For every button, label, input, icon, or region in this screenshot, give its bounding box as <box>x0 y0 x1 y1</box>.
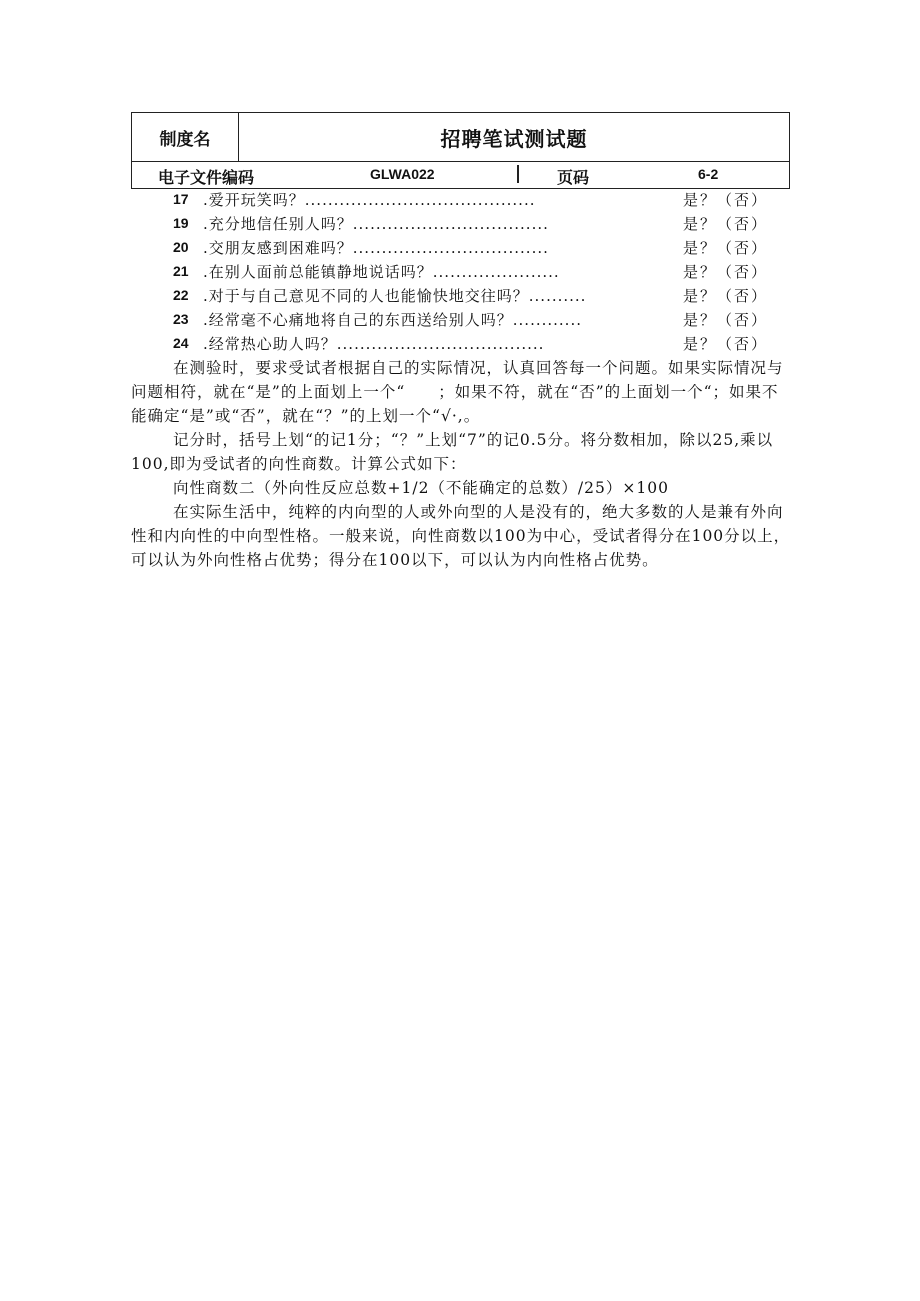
system-name-label: 制度名 <box>132 113 239 161</box>
question-item <box>173 236 793 260</box>
answer-options: 是？（否） <box>683 263 769 281</box>
formula-text: 向性商数二（外向性反应总数+1/2（不能确定的总数）/25）×100 <box>173 479 669 497</box>
scoring-text: 记分时，括号上划“的记1分；“？”上划“7”的记0.5分。将分数相加，除以25,乘以100,即为受试者的向性商数。计算公式如下： <box>131 431 774 473</box>
file-code-label: 电子文件编码 <box>158 168 255 187</box>
question-number: 17 <box>173 191 189 207</box>
question-text: .经常毫不心痛地将自己的东西送给别人吗？............ <box>203 311 582 329</box>
instruction-paragraph <box>131 356 793 428</box>
header-table <box>131 112 790 189</box>
question-text: .在别人面前总能镇静地说话吗？...................... <box>203 263 560 281</box>
answer-options: 是？（否） <box>683 215 769 233</box>
header-divider <box>517 165 519 183</box>
question-text: .交朋友感到困难吗？.................................. <box>203 239 549 257</box>
page-number-value: 6-2 <box>698 166 719 182</box>
page-number-label: 页码 <box>557 168 590 187</box>
answer-options: 是？（否） <box>683 335 769 353</box>
question-item <box>173 260 793 284</box>
file-code-value: GLWA022 <box>370 166 435 182</box>
answer-options: 是？（否） <box>683 239 769 257</box>
question-item <box>173 212 793 236</box>
scoring-paragraph <box>131 428 793 476</box>
question-text: .充分地信任别人吗？.................................. <box>203 215 549 233</box>
document-title: 招聘笔试测试题 <box>440 126 588 151</box>
question-item <box>173 188 793 212</box>
answer-options: 是？（否） <box>683 191 769 209</box>
question-number: 20 <box>173 239 189 255</box>
question-text: .经常热心助人吗？.................................... <box>203 335 545 353</box>
question-item <box>173 332 793 356</box>
question-number: 21 <box>173 263 189 279</box>
question-number: 22 <box>173 287 189 303</box>
header-meta-row <box>132 162 789 188</box>
instruction-text: 在测验时，要求受试者根据自己的实际情况，认真回答每一个问题。如果实际情况与问题相符，就在“是”的上面划上一个“ ；如果不符，就在“否”的上面划一个“；如果不能确定“是”或“否”，就在“？”的上划一个“√·,。 <box>131 359 784 425</box>
question-text: .对于与自己意见不同的人也能愉快地交往吗？.......... <box>203 287 587 305</box>
question-number: 23 <box>173 311 189 327</box>
question-item <box>173 284 793 308</box>
header-title-row <box>132 113 789 162</box>
question-text: .爱开玩笑吗？........................................ <box>203 191 536 209</box>
question-number: 19 <box>173 215 189 231</box>
answer-options: 是？（否） <box>683 311 769 329</box>
question-item <box>173 308 793 332</box>
question-list <box>173 188 793 356</box>
question-number: 24 <box>173 335 189 351</box>
answer-options: 是？（否） <box>683 287 769 305</box>
interpretation-paragraph <box>131 500 793 572</box>
interpretation-text: 在实际生活中，纯粹的内向型的人或外向型的人是没有的，绝大多数的人是兼有外向性和内向性的中向型性格。一般来说，向性商数以100为中心，受试者得分在100分以上，可以认为外向性格占优势；得分在100以下，可以认为内向性格占优势。 <box>131 503 791 569</box>
formula-paragraph <box>173 476 793 500</box>
